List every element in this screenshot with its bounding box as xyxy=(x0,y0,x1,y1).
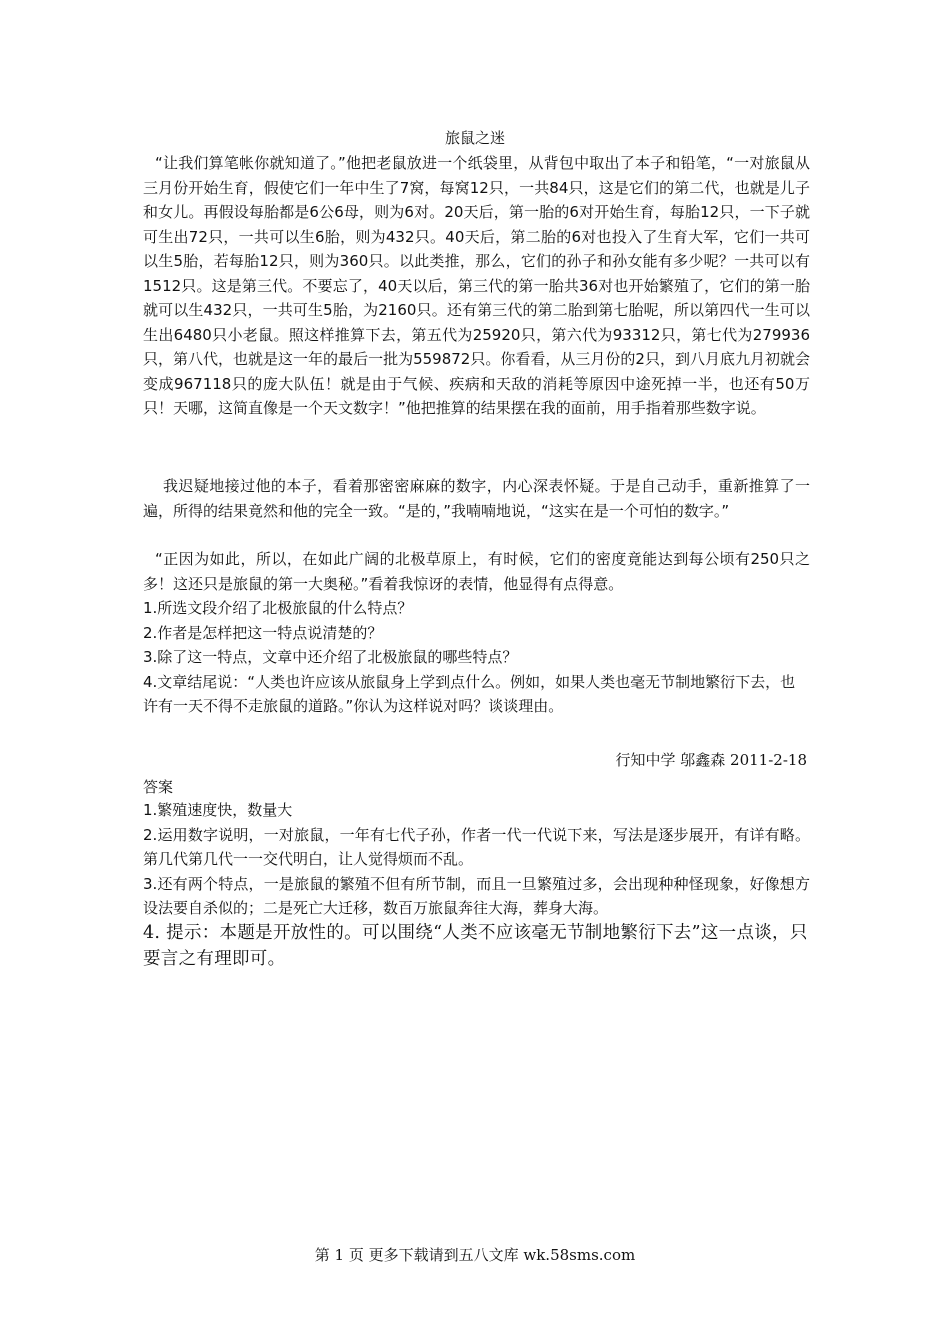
author-signature: 行知中学 邬鑫森 2011-2-18 xyxy=(615,751,807,769)
paragraph-text: 我迟疑地接过他的本子，看着那密密麻麻的数字，内心深表怀疑。于是自己动手，重新推算了一遍，所得的结果竟然和他的完全一致。“是的，”我喃喃地说，“这实在是一个可怕的数字。” xyxy=(143,477,810,520)
question-item: 3.除了这一特点，文章中还介绍了北极旅鼠的哪些特点？ xyxy=(143,648,518,666)
paragraph-text: “让我们算笔帐你就知道了。”他把老鼠放进一个纸袋里，从背包中取出了本子和铅笔，“一对旅鼠从三月份开始生育，假使它们一年中生了7窝，每窝12只，一共84只，这是它们的第二代，也就是儿子和女儿。再假设每胎都是6公6母，则为6对。20天后，第一胎的6对开始生育，每胎12只，一下子就可生出72只，一共可以生6胎，则为432只。40天后，第二胎的6对也投入了生育大军，它们一共可以生5胎，若每胎12只，则为360只。以此类推，那么，它们的孙子和孙女能有多少呢？一共可以有1512只。这是第三代。不要忘了，40天以后，第三代的第一胎共36对也开始繁殖了，它们的第一胎就可以生432只，一共可生5胎，为2160只。还有第三代的第二胎到第七胎呢，所以第四代一生可以生出6480只小老鼠。照这样推算下去，第五代为25920只，第六代为93312只，第七代为279936只，第八代，也就是这一年的最后一批为559872只。你看看，从三月份的2只，到八月底九月初就会变成967118只的庞大队伍！就是由于气候、疾病和天敌的消耗等原因中途死掉一半，也还有50万只！天哪，这简直像是一个天文数字！”他把推算的结果摆在我的面前，用手指着那些数字说。 xyxy=(143,154,810,417)
final-answer: 4. 提示：本题是开放性的。可以围绕“人类不应该毫无节制地繁衍下去”这一点谈，只要言之有理即可。 xyxy=(143,923,808,969)
answers-heading: 答案 xyxy=(143,778,174,796)
question-item: 4.文章结尾说：“人类也许应该从旅鼠身上学到点什么。例如，如果人类也毫无节制地繁衍下去，也许有一天不得不走旅鼠的道路。”你认为这样说对吗？谈谈理由。 xyxy=(143,672,796,715)
answer-item: 3.还有两个特点，一是旅鼠的繁殖不但有所节制，而且一旦繁殖过多，会出现种种怪现象，好像想方设法要自杀似的；二是死亡大迁移，数百万旅鼠奔往大海，葬身大海。 xyxy=(143,874,810,917)
answer-item: 1.繁殖速度快，数量大 xyxy=(143,801,293,819)
answers-list xyxy=(143,798,810,921)
document-title: 旅鼠之迷 xyxy=(444,129,505,147)
page-footer: 第 1 页 更多下载请到五八文库 wk.58sms.com xyxy=(314,1246,636,1264)
story-paragraph-3 xyxy=(143,547,810,596)
story-paragraph-2 xyxy=(143,474,810,523)
story-paragraph-1 xyxy=(143,151,810,421)
answer-item: 2.运用数字说明，一对旅鼠，一年有七代子孙，作者一代一代说下来，写法是逐步展开，有详有略。第几代第几代一一交代明白，让人觉得烦而不乱。 xyxy=(143,825,810,868)
paragraph-text: “正因为如此，所以，在如此广阔的北极草原上，有时候，它们的密度竟能达到每公顷有250只之多！这还只是旅鼠的第一大奥秘。”看着我惊讶的表情，他显得有点得意。 xyxy=(143,550,810,593)
questions-list xyxy=(143,596,810,719)
question-item: 1.所选文段介绍了北极旅鼠的什么特点？ xyxy=(143,599,413,617)
question-item: 2.作者是怎样把这一特点说清楚的？ xyxy=(143,623,383,642)
